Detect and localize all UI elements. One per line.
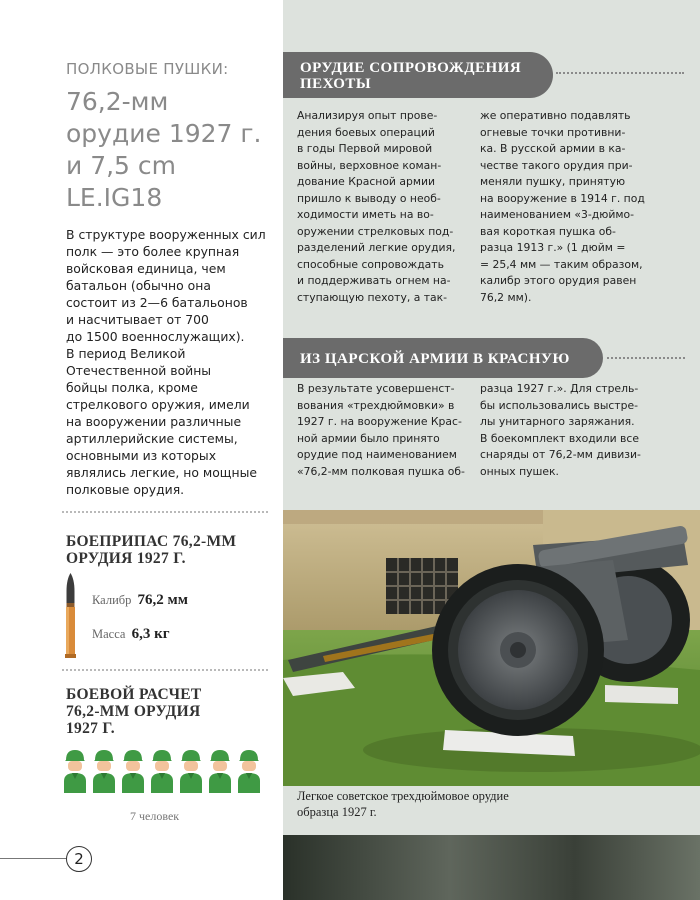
soldier-icon: [238, 749, 260, 793]
text-line: огневые точки противни-: [480, 125, 626, 139]
page-title: [66, 86, 261, 214]
divider: [62, 669, 268, 671]
text-line: на вооружение в 1914 г. под: [480, 191, 645, 205]
text-line: разца 1913 г.» (1 дюйм =: [480, 241, 626, 254]
crew-heading-line: 1927 Г.: [66, 720, 115, 737]
text-line: наименованием «3-дюймо-: [480, 208, 635, 221]
crew-count: 7 человек: [130, 809, 180, 823]
ammo-heading-line: ОРУДИЯ 1927 Г.: [66, 550, 186, 567]
text-line: ка. В русской армии в ка-: [480, 142, 626, 155]
kicker: ПОЛКОВЫЕ ПУШКИ:: [66, 60, 229, 78]
title-line: и 7,5 cm: [66, 151, 176, 180]
ammo-heading: [66, 533, 236, 567]
soldier-icon: [93, 749, 115, 793]
text-line: снаряды от 76,2-мм дивизи-: [480, 448, 641, 461]
text-line: способные сопровождать: [297, 257, 444, 271]
text-line: и поддерживать огнем на-: [297, 274, 451, 287]
intro-line: В период Великой: [66, 346, 186, 361]
text-line: «76,2-мм полковая пушка об-: [297, 464, 465, 478]
intro-line: Отечественной войны: [66, 363, 212, 378]
title-line: орудие 1927 г.: [66, 119, 262, 148]
mass-value: 6,3 кг: [131, 626, 170, 642]
text-line: = 25,4 мм — таким образом,: [480, 257, 643, 271]
photo-caption: [297, 788, 509, 820]
divider: [62, 511, 268, 513]
page-rule: [0, 858, 66, 859]
text-line: разделений легкие орудия,: [297, 241, 456, 254]
text-line: бы использовались выстре-: [480, 398, 638, 412]
mass-label: Масса: [92, 627, 126, 641]
intro-line: полковые орудия.: [66, 482, 185, 497]
crew-heading-line: 76,2-ММ ОРУДИЯ: [66, 703, 201, 720]
caliber-value: 76,2 мм: [137, 592, 188, 608]
shell-icon: [65, 573, 76, 658]
intro-line: артиллерийские системы,: [66, 431, 238, 446]
text-line: 76,2 мм).: [480, 290, 532, 304]
section1-heading-line: ОРУДИЕ СОПРОВОЖДЕНИЯ: [300, 60, 522, 76]
intro-line: на вооружении различные: [66, 414, 242, 429]
footer-photo-strip: [283, 835, 700, 900]
text-line: дения боевых операций: [297, 125, 435, 139]
intro-line: стрелкового оружия, имели: [66, 397, 250, 412]
soldier-icon: [209, 749, 231, 793]
text-line: дование Красной армии: [297, 175, 436, 188]
caliber-label: Калибр: [92, 593, 132, 607]
text-line: же оперативно подавлять: [480, 109, 631, 122]
intro-line: являлись легкие, но мощные: [66, 465, 257, 480]
text-line: 1927 г. на вооружение Крас-: [297, 415, 462, 428]
section2-dots: [607, 357, 685, 359]
text-line: в годы Первой мировой: [297, 142, 433, 155]
text-line: лы унитарного заряжания.: [480, 415, 635, 428]
text-line: разца 1927 г.». Для стрель-: [480, 382, 639, 395]
soldier-icon: [64, 749, 86, 793]
text-line: оружении стрелковых под-: [297, 224, 454, 238]
text-line: онных пушек.: [480, 464, 559, 478]
page-number: 2: [66, 846, 92, 872]
intro-line: полк — это более крупная: [66, 244, 240, 259]
text-line: войны, верховное коман-: [297, 158, 442, 172]
ammo-heading-line: БОЕПРИПАС 76,2-ММ: [66, 533, 237, 550]
text-line: ступающую пехоту, а так-: [297, 290, 448, 304]
text-line: В боекомплект входили все: [480, 431, 639, 445]
text-line: честве такого орудия при-: [480, 158, 633, 172]
soldier-icon: [151, 749, 173, 793]
caption-line: Легкое советское трехдюймовое орудие: [297, 789, 509, 803]
crew-icons: [64, 749, 269, 794]
title-line: LE.IG18: [66, 183, 163, 212]
caliber-spec: [92, 592, 188, 609]
text-line: ходимости иметь на во-: [297, 208, 434, 221]
intro-line: войсковая единица, чем: [66, 261, 226, 276]
section2-column-2: [480, 381, 641, 480]
intro-line: основными из которых: [66, 448, 217, 463]
intro-text: [66, 226, 276, 498]
section1-dots: [556, 72, 684, 74]
left-column: [0, 0, 283, 900]
text-line: вования «трехдюймовки» в: [297, 398, 455, 412]
text-line: вая короткая пушка об-: [480, 224, 616, 238]
cannon-illustration: [283, 510, 700, 786]
soldier-icon: [180, 749, 202, 793]
text-line: калибр этого орудия равен: [480, 274, 637, 287]
section2-column-1: [297, 381, 465, 480]
text-line: пришло к выводу о необ-: [297, 191, 441, 205]
title-line: 76,2-мм: [66, 87, 169, 116]
text-line: орудие под наименованием: [297, 448, 457, 461]
text-line: Анализируя опыт прове-: [297, 109, 438, 122]
crew-heading-line: БОЕВОЙ РАСЧЕТ: [66, 686, 202, 703]
intro-line: батальон (обычно она: [66, 278, 211, 293]
intro-line: и насчитывает от 700: [66, 312, 209, 327]
section2-heading: ИЗ ЦАРСКОЙ АРМИИ В КРАСНУЮ: [300, 351, 570, 367]
crew-heading: [66, 686, 202, 737]
section1-heading-line: ПЕХОТЫ: [300, 76, 372, 92]
intro-line: до 1500 военнослужащих).: [66, 329, 245, 344]
soldier-icon: [122, 749, 144, 793]
text-line: ной армии было принято: [297, 431, 440, 445]
text-line: меняли пушку, принятую: [480, 175, 626, 188]
intro-line: В структуре вооруженных сил: [66, 227, 266, 242]
cannon-photo: [283, 510, 700, 786]
section1-column-1: [297, 108, 455, 306]
caption-line: образца 1927 г.: [297, 805, 377, 819]
text-line: В результате усовершенст-: [297, 382, 455, 395]
intro-line: состоит из 2—6 батальонов: [66, 295, 248, 310]
section1-column-2: [480, 108, 645, 306]
mass-spec: [92, 626, 170, 643]
section1-heading: [300, 60, 521, 92]
intro-line: бойцы полка, кроме: [66, 380, 198, 395]
